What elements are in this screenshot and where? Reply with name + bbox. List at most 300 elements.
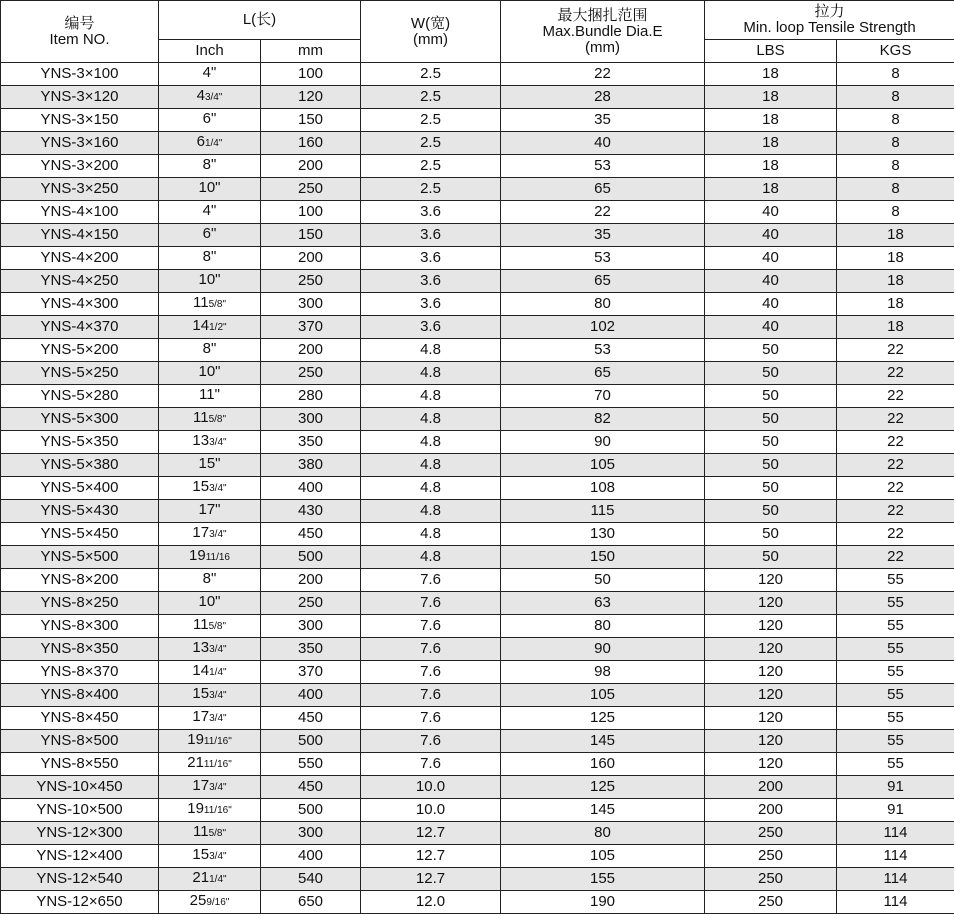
cell-item: YNS-4×300 <box>1 293 159 316</box>
inch-whole: 6" <box>203 225 217 242</box>
cell-mm: 400 <box>261 845 361 868</box>
cell-inch <box>159 270 261 293</box>
table-row <box>1 339 954 362</box>
table-row <box>1 523 954 546</box>
inch-whole: 14 <box>192 662 209 679</box>
table-row <box>1 822 954 845</box>
cell-item: YNS-3×250 <box>1 178 159 201</box>
inch-whole: 21 <box>187 754 204 771</box>
cell-width: 4.8 <box>361 546 501 569</box>
cell-width: 4.8 <box>361 431 501 454</box>
cell-kgs: 55 <box>837 569 954 592</box>
table-row <box>1 477 954 500</box>
cell-width: 4.8 <box>361 339 501 362</box>
inch-fraction: 5/8" <box>209 828 226 839</box>
cell-bundle: 130 <box>501 523 705 546</box>
cell-mm: 250 <box>261 270 361 293</box>
cell-lbs: 18 <box>705 178 837 201</box>
cell-inch <box>159 592 261 615</box>
cell-mm: 500 <box>261 546 361 569</box>
cell-bundle: 115 <box>501 500 705 523</box>
cell-inch <box>159 86 261 109</box>
table-row <box>1 132 954 155</box>
cell-lbs: 120 <box>705 730 837 753</box>
cell-item: YNS-4×100 <box>1 201 159 224</box>
cell-inch <box>159 891 261 914</box>
cell-width: 7.6 <box>361 638 501 661</box>
cell-kgs: 22 <box>837 454 954 477</box>
inch-whole: 15 <box>192 478 209 495</box>
cell-width: 12.7 <box>361 868 501 891</box>
cell-item: YNS-8×550 <box>1 753 159 776</box>
cell-lbs: 200 <box>705 776 837 799</box>
cell-lbs: 120 <box>705 592 837 615</box>
inch-whole: 4" <box>203 64 217 81</box>
cell-kgs: 8 <box>837 86 954 109</box>
cell-item: YNS-8×370 <box>1 661 159 684</box>
cell-item: YNS-8×500 <box>1 730 159 753</box>
inch-fraction: 3/4" <box>209 644 226 655</box>
cell-mm: 540 <box>261 868 361 891</box>
cell-lbs: 50 <box>705 500 837 523</box>
cell-kgs: 55 <box>837 661 954 684</box>
cell-width: 10.0 <box>361 776 501 799</box>
cell-inch <box>159 546 261 569</box>
cell-lbs: 18 <box>705 63 837 86</box>
cell-inch <box>159 224 261 247</box>
inch-whole: 11 <box>193 823 209 840</box>
cell-mm: 150 <box>261 224 361 247</box>
cell-width: 4.8 <box>361 523 501 546</box>
cell-inch <box>159 63 261 86</box>
cell-mm: 370 <box>261 316 361 339</box>
header-mm: mm <box>261 40 361 63</box>
header-tensile-en: Min. loop Tensile Strength <box>705 20 954 36</box>
cell-width: 7.6 <box>361 730 501 753</box>
table-row <box>1 546 954 569</box>
cell-mm: 370 <box>261 661 361 684</box>
cell-item: YNS-4×370 <box>1 316 159 339</box>
cell-inch <box>159 201 261 224</box>
cell-kgs: 91 <box>837 776 954 799</box>
table-row <box>1 776 954 799</box>
cell-item: YNS-5×400 <box>1 477 159 500</box>
cell-kgs: 18 <box>837 224 954 247</box>
table-row <box>1 408 954 431</box>
cell-inch <box>159 454 261 477</box>
inch-fraction: 11/16 <box>206 552 230 563</box>
cell-kgs: 22 <box>837 431 954 454</box>
cell-kgs: 114 <box>837 845 954 868</box>
cell-bundle: 28 <box>501 86 705 109</box>
cell-bundle: 35 <box>501 109 705 132</box>
cell-bundle: 90 <box>501 431 705 454</box>
cell-width: 4.8 <box>361 385 501 408</box>
cell-mm: 450 <box>261 523 361 546</box>
cell-kgs: 55 <box>837 730 954 753</box>
cell-lbs: 200 <box>705 799 837 822</box>
header-lbs: LBS <box>705 40 837 63</box>
inch-whole: 8" <box>203 570 217 587</box>
cell-inch <box>159 845 261 868</box>
cell-width: 4.8 <box>361 477 501 500</box>
table-row <box>1 868 954 891</box>
cell-inch <box>159 132 261 155</box>
cell-lbs: 18 <box>705 109 837 132</box>
cell-item: YNS-10×450 <box>1 776 159 799</box>
inch-whole: 10" <box>198 179 220 196</box>
cell-item: YNS-4×200 <box>1 247 159 270</box>
inch-whole: 17" <box>198 501 220 518</box>
cell-bundle: 65 <box>501 178 705 201</box>
cell-lbs: 250 <box>705 822 837 845</box>
table-row <box>1 454 954 477</box>
cell-lbs: 120 <box>705 684 837 707</box>
cell-inch <box>159 339 261 362</box>
cell-kgs: 22 <box>837 408 954 431</box>
inch-fraction: 5/8" <box>209 414 226 425</box>
cell-kgs: 18 <box>837 316 954 339</box>
inch-fraction: 1/4" <box>205 138 222 149</box>
cell-width: 2.5 <box>361 155 501 178</box>
cell-bundle: 65 <box>501 270 705 293</box>
cell-inch <box>159 523 261 546</box>
cell-item: YNS-5×250 <box>1 362 159 385</box>
cell-bundle: 150 <box>501 546 705 569</box>
inch-whole: 8" <box>203 340 217 357</box>
table-row <box>1 86 954 109</box>
cell-inch <box>159 109 261 132</box>
inch-fraction: 3/4" <box>209 483 226 494</box>
cell-item: YNS-12×400 <box>1 845 159 868</box>
cell-width: 7.6 <box>361 753 501 776</box>
cell-item: YNS-8×250 <box>1 592 159 615</box>
cell-mm: 650 <box>261 891 361 914</box>
cell-inch <box>159 500 261 523</box>
cell-bundle: 102 <box>501 316 705 339</box>
cell-lbs: 40 <box>705 247 837 270</box>
cell-bundle: 105 <box>501 684 705 707</box>
inch-whole: 19 <box>189 547 206 564</box>
table-row <box>1 270 954 293</box>
cell-width: 3.6 <box>361 224 501 247</box>
cell-lbs: 250 <box>705 891 837 914</box>
cell-mm: 450 <box>261 776 361 799</box>
header-width-top: W(宽) <box>361 16 500 32</box>
cell-bundle: 53 <box>501 339 705 362</box>
cell-lbs: 50 <box>705 339 837 362</box>
inch-whole: 8" <box>203 248 217 265</box>
cell-width: 7.6 <box>361 569 501 592</box>
cell-bundle: 145 <box>501 730 705 753</box>
cell-kgs: 55 <box>837 707 954 730</box>
cell-inch <box>159 868 261 891</box>
cell-kgs: 55 <box>837 638 954 661</box>
cell-item: YNS-5×350 <box>1 431 159 454</box>
table-row <box>1 891 954 914</box>
cell-item: YNS-5×280 <box>1 385 159 408</box>
cell-width: 7.6 <box>361 661 501 684</box>
header-bundle <box>501 1 705 63</box>
cell-lbs: 50 <box>705 523 837 546</box>
cell-bundle: 22 <box>501 201 705 224</box>
cell-mm: 100 <box>261 63 361 86</box>
cell-kgs: 22 <box>837 500 954 523</box>
inch-whole: 17 <box>192 524 209 541</box>
inch-whole: 13 <box>192 432 209 449</box>
cell-kgs: 55 <box>837 615 954 638</box>
table-row <box>1 615 954 638</box>
cell-mm: 380 <box>261 454 361 477</box>
cell-item: YNS-8×400 <box>1 684 159 707</box>
cell-mm: 300 <box>261 822 361 845</box>
cell-mm: 500 <box>261 799 361 822</box>
cell-inch <box>159 822 261 845</box>
cell-bundle: 80 <box>501 615 705 638</box>
cell-bundle: 50 <box>501 569 705 592</box>
inch-whole: 21 <box>192 869 209 886</box>
inch-whole: 11" <box>199 386 220 403</box>
table-row <box>1 431 954 454</box>
cell-mm: 400 <box>261 477 361 500</box>
table-row <box>1 707 954 730</box>
inch-fraction: 11/16" <box>204 805 232 816</box>
cell-lbs: 120 <box>705 753 837 776</box>
inch-whole: 10" <box>198 363 220 380</box>
cell-item: YNS-3×100 <box>1 63 159 86</box>
cell-kgs: 91 <box>837 799 954 822</box>
cell-width: 3.6 <box>361 247 501 270</box>
inch-fraction: 3/4" <box>209 851 226 862</box>
cell-width: 2.5 <box>361 63 501 86</box>
inch-fraction: 1/2" <box>209 322 226 333</box>
cell-kgs: 55 <box>837 753 954 776</box>
cell-inch <box>159 178 261 201</box>
cell-item: YNS-5×430 <box>1 500 159 523</box>
table-row <box>1 569 954 592</box>
cell-item: YNS-5×300 <box>1 408 159 431</box>
inch-fraction: 3/4" <box>209 782 226 793</box>
cell-width: 7.6 <box>361 615 501 638</box>
cell-bundle: 105 <box>501 845 705 868</box>
cell-inch <box>159 799 261 822</box>
header-bundle-cn: 最大捆扎范围 <box>501 8 704 24</box>
inch-whole: 17 <box>192 708 209 725</box>
cell-kgs: 114 <box>837 868 954 891</box>
cell-lbs: 50 <box>705 431 837 454</box>
table-row <box>1 201 954 224</box>
inch-whole: 4" <box>203 202 217 219</box>
cell-width: 12.7 <box>361 845 501 868</box>
cell-item: YNS-12×300 <box>1 822 159 845</box>
cell-width: 12.7 <box>361 822 501 845</box>
inch-whole: 17 <box>192 777 209 794</box>
table-row <box>1 799 954 822</box>
inch-fraction: 1/4" <box>209 874 226 885</box>
cell-inch <box>159 684 261 707</box>
inch-fraction: 5/8" <box>209 299 226 310</box>
table-row <box>1 178 954 201</box>
cell-bundle: 65 <box>501 362 705 385</box>
cell-mm: 150 <box>261 109 361 132</box>
cell-item: YNS-4×250 <box>1 270 159 293</box>
header-tensile <box>705 1 954 40</box>
cell-width: 3.6 <box>361 316 501 339</box>
cell-kgs: 55 <box>837 684 954 707</box>
cell-kgs: 22 <box>837 477 954 500</box>
cell-lbs: 120 <box>705 569 837 592</box>
cell-lbs: 40 <box>705 316 837 339</box>
cell-bundle: 22 <box>501 63 705 86</box>
inch-whole: 8" <box>203 156 217 173</box>
cell-mm: 430 <box>261 500 361 523</box>
cell-inch <box>159 730 261 753</box>
cell-lbs: 40 <box>705 293 837 316</box>
cell-bundle: 63 <box>501 592 705 615</box>
table-row <box>1 316 954 339</box>
inch-whole: 19 <box>187 731 204 748</box>
cell-kgs: 8 <box>837 178 954 201</box>
header-bundle-unit: (mm) <box>501 40 704 56</box>
inch-whole: 11 <box>193 616 209 633</box>
cell-item: YNS-4×150 <box>1 224 159 247</box>
cell-bundle: 108 <box>501 477 705 500</box>
cell-item: YNS-5×200 <box>1 339 159 362</box>
inch-whole: 13 <box>192 639 209 656</box>
cell-width: 2.5 <box>361 132 501 155</box>
cell-bundle: 53 <box>501 155 705 178</box>
cell-mm: 200 <box>261 247 361 270</box>
header-bundle-en: Max.Bundle Dia.E <box>501 24 704 40</box>
inch-fraction: 3/4" <box>209 437 226 448</box>
cell-inch <box>159 362 261 385</box>
table-row <box>1 661 954 684</box>
cell-lbs: 120 <box>705 638 837 661</box>
inch-fraction: 3/4" <box>205 92 222 103</box>
inch-whole: 15 <box>192 685 209 702</box>
cell-mm: 200 <box>261 155 361 178</box>
cell-kgs: 8 <box>837 201 954 224</box>
cell-kgs: 22 <box>837 362 954 385</box>
cell-kgs: 8 <box>837 155 954 178</box>
cell-item: YNS-5×450 <box>1 523 159 546</box>
header-inch: Inch <box>159 40 261 63</box>
cell-bundle: 160 <box>501 753 705 776</box>
cell-bundle: 82 <box>501 408 705 431</box>
inch-whole: 11 <box>193 294 209 311</box>
cell-width: 2.5 <box>361 86 501 109</box>
cell-kgs: 18 <box>837 270 954 293</box>
cell-inch <box>159 316 261 339</box>
table-body <box>1 63 954 914</box>
cell-inch <box>159 477 261 500</box>
cell-width: 7.6 <box>361 592 501 615</box>
cell-inch <box>159 569 261 592</box>
table-row <box>1 155 954 178</box>
cell-mm: 400 <box>261 684 361 707</box>
header-item-cn: 编号 <box>1 16 158 32</box>
cell-bundle: 80 <box>501 293 705 316</box>
inch-whole: 10" <box>198 593 220 610</box>
cell-bundle: 190 <box>501 891 705 914</box>
cell-item: YNS-3×200 <box>1 155 159 178</box>
header-kgs: KGS <box>837 40 954 63</box>
cell-item: YNS-8×200 <box>1 569 159 592</box>
cell-mm: 300 <box>261 408 361 431</box>
cell-kgs: 22 <box>837 546 954 569</box>
cell-bundle: 155 <box>501 868 705 891</box>
table-row <box>1 753 954 776</box>
cell-bundle: 145 <box>501 799 705 822</box>
cell-inch <box>159 155 261 178</box>
cell-lbs: 50 <box>705 385 837 408</box>
inch-fraction: 1/4" <box>209 667 226 678</box>
cell-bundle: 90 <box>501 638 705 661</box>
cell-mm: 550 <box>261 753 361 776</box>
cell-item: YNS-5×380 <box>1 454 159 477</box>
cell-lbs: 40 <box>705 270 837 293</box>
cell-item: YNS-3×150 <box>1 109 159 132</box>
cell-bundle: 35 <box>501 224 705 247</box>
cell-kgs: 22 <box>837 385 954 408</box>
cell-inch <box>159 615 261 638</box>
header-item-en: Item NO. <box>1 32 158 48</box>
cell-mm: 450 <box>261 707 361 730</box>
cell-kgs: 18 <box>837 293 954 316</box>
cell-lbs: 40 <box>705 224 837 247</box>
cell-inch <box>159 638 261 661</box>
header-tensile-cn: 拉力 <box>705 4 954 20</box>
cell-mm: 250 <box>261 362 361 385</box>
inch-fraction: 3/4" <box>209 529 226 540</box>
cell-lbs: 40 <box>705 201 837 224</box>
table-row <box>1 684 954 707</box>
cell-mm: 250 <box>261 178 361 201</box>
cell-kgs: 114 <box>837 891 954 914</box>
inch-whole: 15 <box>192 846 209 863</box>
cell-lbs: 50 <box>705 408 837 431</box>
cell-inch <box>159 707 261 730</box>
inch-whole: 4 <box>197 87 205 104</box>
cell-kgs: 18 <box>837 247 954 270</box>
header-width <box>361 1 501 63</box>
cell-width: 4.8 <box>361 454 501 477</box>
cell-kgs: 55 <box>837 592 954 615</box>
cell-kgs: 22 <box>837 339 954 362</box>
cell-bundle: 125 <box>501 776 705 799</box>
cell-lbs: 50 <box>705 454 837 477</box>
table-row <box>1 638 954 661</box>
cell-width: 7.6 <box>361 707 501 730</box>
inch-whole: 14 <box>192 317 209 334</box>
table-row <box>1 247 954 270</box>
cell-item: YNS-12×540 <box>1 868 159 891</box>
cell-lbs: 250 <box>705 868 837 891</box>
cell-mm: 350 <box>261 638 361 661</box>
cell-lbs: 120 <box>705 615 837 638</box>
cell-lbs: 250 <box>705 845 837 868</box>
cell-item: YNS-8×350 <box>1 638 159 661</box>
cell-width: 10.0 <box>361 799 501 822</box>
cell-mm: 300 <box>261 293 361 316</box>
table-row <box>1 63 954 86</box>
cell-width: 4.8 <box>361 500 501 523</box>
cell-inch <box>159 776 261 799</box>
inch-fraction: 11/16" <box>204 736 232 747</box>
cell-lbs: 120 <box>705 661 837 684</box>
cell-bundle: 98 <box>501 661 705 684</box>
table-row <box>1 500 954 523</box>
